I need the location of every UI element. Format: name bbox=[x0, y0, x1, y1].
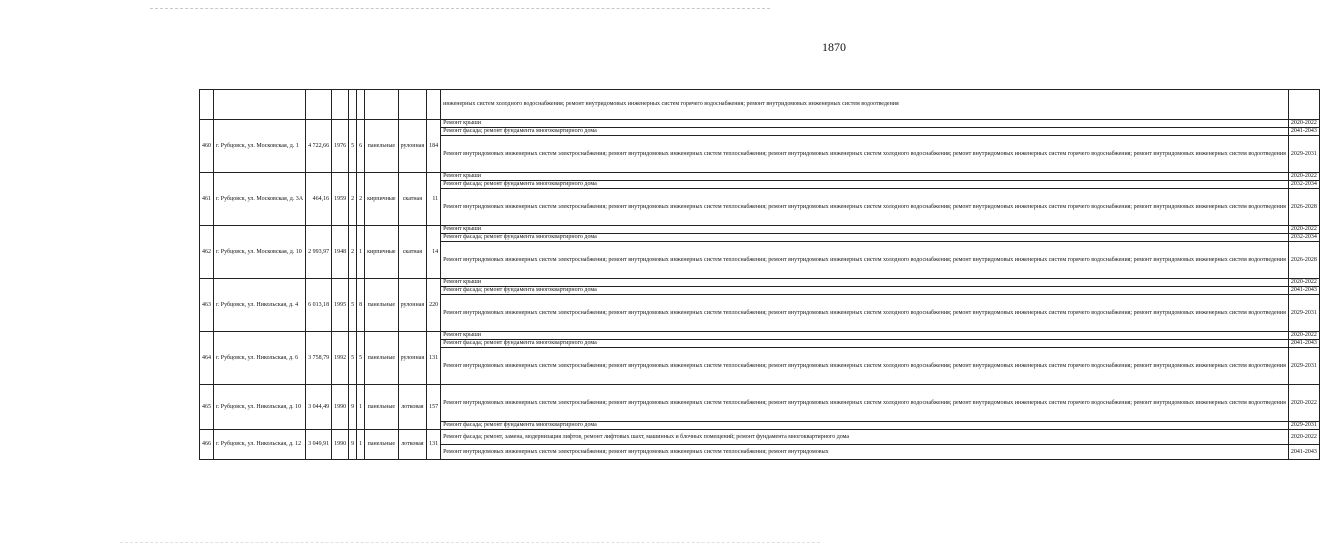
cell-walls: панельные bbox=[365, 430, 398, 460]
repair-schedule-table bbox=[199, 89, 1320, 460]
cell-residents: 157 bbox=[427, 385, 441, 430]
cell-address: г. Рубцовск, ул. Московская, д. 3А bbox=[214, 173, 306, 226]
cell-year: 1948 bbox=[332, 226, 349, 279]
cell-walls bbox=[365, 90, 398, 120]
cell-number: 463 bbox=[200, 279, 214, 332]
cell-term bbox=[1288, 90, 1319, 120]
cell-residents: 14 bbox=[427, 226, 441, 279]
cell-floors: 2 bbox=[349, 226, 357, 279]
cell-year: 1959 bbox=[332, 173, 349, 226]
cell-number: 460 bbox=[200, 120, 214, 173]
cell-work: Ремонт внутридомовых инженерных систем электроснабжения; ремонт внутридомовых инженерных систем теплоснабжения; ремонт внутридомовых инженерных систем холодного водоснабжения; ремонт внутридомовых инженерных систем горячего водоснабжения; ремонт внутридомовых инженерных систем водоотведения bbox=[441, 189, 1289, 226]
cell-walls: панельные bbox=[365, 279, 398, 332]
cell-year bbox=[332, 90, 349, 120]
cell-roof: скатная bbox=[398, 173, 427, 226]
cell-term: 2029-2031 bbox=[1288, 295, 1319, 332]
cell-term: 2032-2034 bbox=[1288, 234, 1319, 242]
cell-work: Ремонт внутридомовых инженерных систем электроснабжения; ремонт внутридомовых инженерных систем теплоснабжения; ремонт внутридомовых инженерных систем холодного водоснабжения; ремонт внутридомовых инженерных систем горячего водоснабжения; ремонт внутридомовых инженерных систем водоотведения bbox=[441, 295, 1289, 332]
cell-term: 2020-2022 bbox=[1288, 226, 1319, 234]
table-row bbox=[200, 332, 1320, 340]
cell-address: г. Рубцовск, ул. Никольская, д. 4 bbox=[214, 279, 306, 332]
cell-residents: 131 bbox=[427, 332, 441, 385]
cell-area: 3 044,49 bbox=[306, 385, 332, 430]
cell-roof: рулонная bbox=[398, 120, 427, 173]
cell-work: Ремонт крыши bbox=[441, 120, 1289, 128]
cell-walls: панельные bbox=[365, 120, 398, 173]
cell-walls: панельные bbox=[365, 332, 398, 385]
cell-year: 1990 bbox=[332, 385, 349, 430]
cell-work: Ремонт внутридомовых инженерных систем электроснабжения; ремонт внутридомовых инженерных систем теплоснабжения; ремонт внутридомовых инженерных систем холодного водоснабжения; ремонт внутридомовых инженерных систем горячего водоснабжения; ремонт внутридомовых инженерных систем водоотведения bbox=[441, 385, 1289, 422]
cell-term: 2029-2031 bbox=[1288, 422, 1319, 430]
cell-term: 2041-2043 bbox=[1288, 445, 1319, 460]
table-row bbox=[200, 385, 1320, 422]
cell-floors bbox=[349, 90, 357, 120]
cell-area: 464,16 bbox=[306, 173, 332, 226]
cell-term: 2029-2031 bbox=[1288, 348, 1319, 385]
cell-address: г. Рубцовск, ул. Никольская, д. 10 bbox=[214, 385, 306, 430]
cell-area: 2 993,97 bbox=[306, 226, 332, 279]
cell-work: Ремонт крыши bbox=[441, 226, 1289, 234]
cell-entrances: 2 bbox=[357, 173, 365, 226]
cell-roof: рулонная bbox=[398, 332, 427, 385]
cell-work: Ремонт крыши bbox=[441, 279, 1289, 287]
cell-area: 3 049,91 bbox=[306, 430, 332, 460]
cell-address: г. Рубцовск, ул. Никольская, д. 6 bbox=[214, 332, 306, 385]
cell-work: Ремонт фасада; ремонт фундамента многоквартирного дома bbox=[441, 287, 1289, 295]
cell-work: Ремонт фасада; ремонт фундамента многоквартирного дома bbox=[441, 340, 1289, 348]
cell-number: 462 bbox=[200, 226, 214, 279]
cell-term: 2026-2028 bbox=[1288, 242, 1319, 279]
cell-entrances: 1 bbox=[357, 226, 365, 279]
cell-term: 2020-2022 bbox=[1288, 173, 1319, 181]
cell-number: 464 bbox=[200, 332, 214, 385]
cell-entrances: 5 bbox=[357, 332, 365, 385]
cell-walls: панельные bbox=[365, 385, 398, 430]
cell-work: Ремонт внутридомовых инженерных систем электроснабжения; ремонт внутридомовых инженерных систем теплоснабжения; ремонт внутридомовых инженерных систем холодного водоснабжения; ремонт внутридомовых инженерных систем горячего водоснабжения; ремонт внутридомовых инженерных систем водоотведения bbox=[441, 348, 1289, 385]
cell-residents: 220 bbox=[427, 279, 441, 332]
table-row-fragment bbox=[200, 90, 1320, 120]
cell-walls: кирпичные bbox=[365, 226, 398, 279]
cell-term: 2041-2043 bbox=[1288, 340, 1319, 348]
cell-roof: лотковая bbox=[398, 385, 427, 430]
cell-number: 461 bbox=[200, 173, 214, 226]
cell-floors: 5 bbox=[349, 120, 357, 173]
cell-walls: кирпичные bbox=[365, 173, 398, 226]
cell-area: 3 758,79 bbox=[306, 332, 332, 385]
cell-residents: 11 bbox=[427, 173, 441, 226]
cell-term: 2032-2034 bbox=[1288, 181, 1319, 189]
cell-address bbox=[214, 90, 306, 120]
cell-term: 2041-2043 bbox=[1288, 287, 1319, 295]
cell-work: Ремонт крыши bbox=[441, 332, 1289, 340]
cell-roof bbox=[398, 90, 427, 120]
cell-work: инженерных систем холодного водоснабжения; ремонт внутридомовых инженерных систем горячего водоснабжения; ремонт внутридомовых инженерных систем водоотведения bbox=[441, 90, 1289, 120]
cell-number: 466 bbox=[200, 430, 214, 460]
cell-entrances bbox=[357, 90, 365, 120]
cell-address: г. Рубцовск, ул. Московская, д. 10 bbox=[214, 226, 306, 279]
cell-work: Ремонт фасада; ремонт фундамента многоквартирного дома bbox=[441, 181, 1289, 189]
cell-year: 1990 bbox=[332, 430, 349, 460]
cell-floors: 9 bbox=[349, 430, 357, 460]
table-row bbox=[200, 173, 1320, 181]
cell-roof: скатная bbox=[398, 226, 427, 279]
cell-term: 2041-2043 bbox=[1288, 128, 1319, 136]
table-row bbox=[200, 430, 1320, 445]
cell-year: 1992 bbox=[332, 332, 349, 385]
cell-floors: 2 bbox=[349, 173, 357, 226]
cell-work: Ремонт внутридомовых инженерных систем электроснабжения; ремонт внутридомовых инженерных систем теплоснабжения; ремонт внутридомовых инженерных систем холодного водоснабжения; ремонт внутридомовых инженерных систем горячего водоснабжения; ремонт внутридомовых инженерных систем водоотведения bbox=[441, 242, 1289, 279]
cell-term: 2029-2031 bbox=[1288, 136, 1319, 173]
cell-term: 2020-2022 bbox=[1288, 385, 1319, 422]
cell-year: 1995 bbox=[332, 279, 349, 332]
cell-work: Ремонт внутридомовых инженерных систем электроснабжения; ремонт внутридомовых инженерных систем теплоснабжения; ремонт внутридомовых bbox=[441, 445, 1289, 460]
cell-address: г. Рубцовск, ул. Никольская, д. 12 bbox=[214, 430, 306, 460]
cell-term: 2020-2022 bbox=[1288, 332, 1319, 340]
cell-residents: 131 bbox=[427, 430, 441, 460]
page-number: 1870 bbox=[822, 40, 846, 54]
cell-floors: 5 bbox=[349, 279, 357, 332]
cell-term: 2020-2022 bbox=[1288, 430, 1319, 445]
cell-floors: 5 bbox=[349, 332, 357, 385]
cell-entrances: 1 bbox=[357, 385, 365, 430]
table-row bbox=[200, 279, 1320, 287]
cell-work: Ремонт фасада; ремонт, замена, модернизация лифтов, ремонт лифтовых шахт, машинных и блочных помещений; ремонт фундамента многоквартирного дома bbox=[441, 430, 1289, 445]
cell-roof: лотковая bbox=[398, 430, 427, 460]
cell-work: Ремонт фасада; ремонт фундамента многоквартирного дома bbox=[441, 128, 1289, 136]
cell-term: 2026-2028 bbox=[1288, 189, 1319, 226]
cell-term: 2020-2022 bbox=[1288, 120, 1319, 128]
cell-area: 6 013,18 bbox=[306, 279, 332, 332]
table-row bbox=[200, 120, 1320, 128]
cell-address: г. Рубцовск, ул. Московская, д. 1 bbox=[214, 120, 306, 173]
cell-residents bbox=[427, 90, 441, 120]
cell-roof: рулонная bbox=[398, 279, 427, 332]
cell-year: 1976 bbox=[332, 120, 349, 173]
cell-work: Ремонт внутридомовых инженерных систем электроснабжения; ремонт внутридомовых инженерных систем теплоснабжения; ремонт внутридомовых инженерных систем холодного водоснабжения; ремонт внутридомовых инженерных систем горячего водоснабжения; ремонт внутридомовых инженерных систем водоотведения bbox=[441, 136, 1289, 173]
cell-floors: 9 bbox=[349, 385, 357, 430]
cell-entrances: 8 bbox=[357, 279, 365, 332]
cell-term: 2020-2022 bbox=[1288, 279, 1319, 287]
cell-residents: 184 bbox=[427, 120, 441, 173]
cell-entrances: 1 bbox=[357, 430, 365, 460]
cell-work: Ремонт фасада; ремонт фундамента многоквартирного дома bbox=[441, 234, 1289, 242]
scan-edge-top bbox=[150, 8, 770, 10]
cell-work: Ремонт крыши bbox=[441, 173, 1289, 181]
cell-area: 4 722,66 bbox=[306, 120, 332, 173]
cell-work: Ремонт фасада; ремонт фундамента многоквартирного дома bbox=[441, 422, 1289, 430]
cell-number bbox=[200, 90, 214, 120]
cell-area bbox=[306, 90, 332, 120]
table-row bbox=[200, 226, 1320, 234]
scan-edge-bottom bbox=[120, 542, 820, 544]
cell-number: 465 bbox=[200, 385, 214, 430]
cell-entrances: 6 bbox=[357, 120, 365, 173]
